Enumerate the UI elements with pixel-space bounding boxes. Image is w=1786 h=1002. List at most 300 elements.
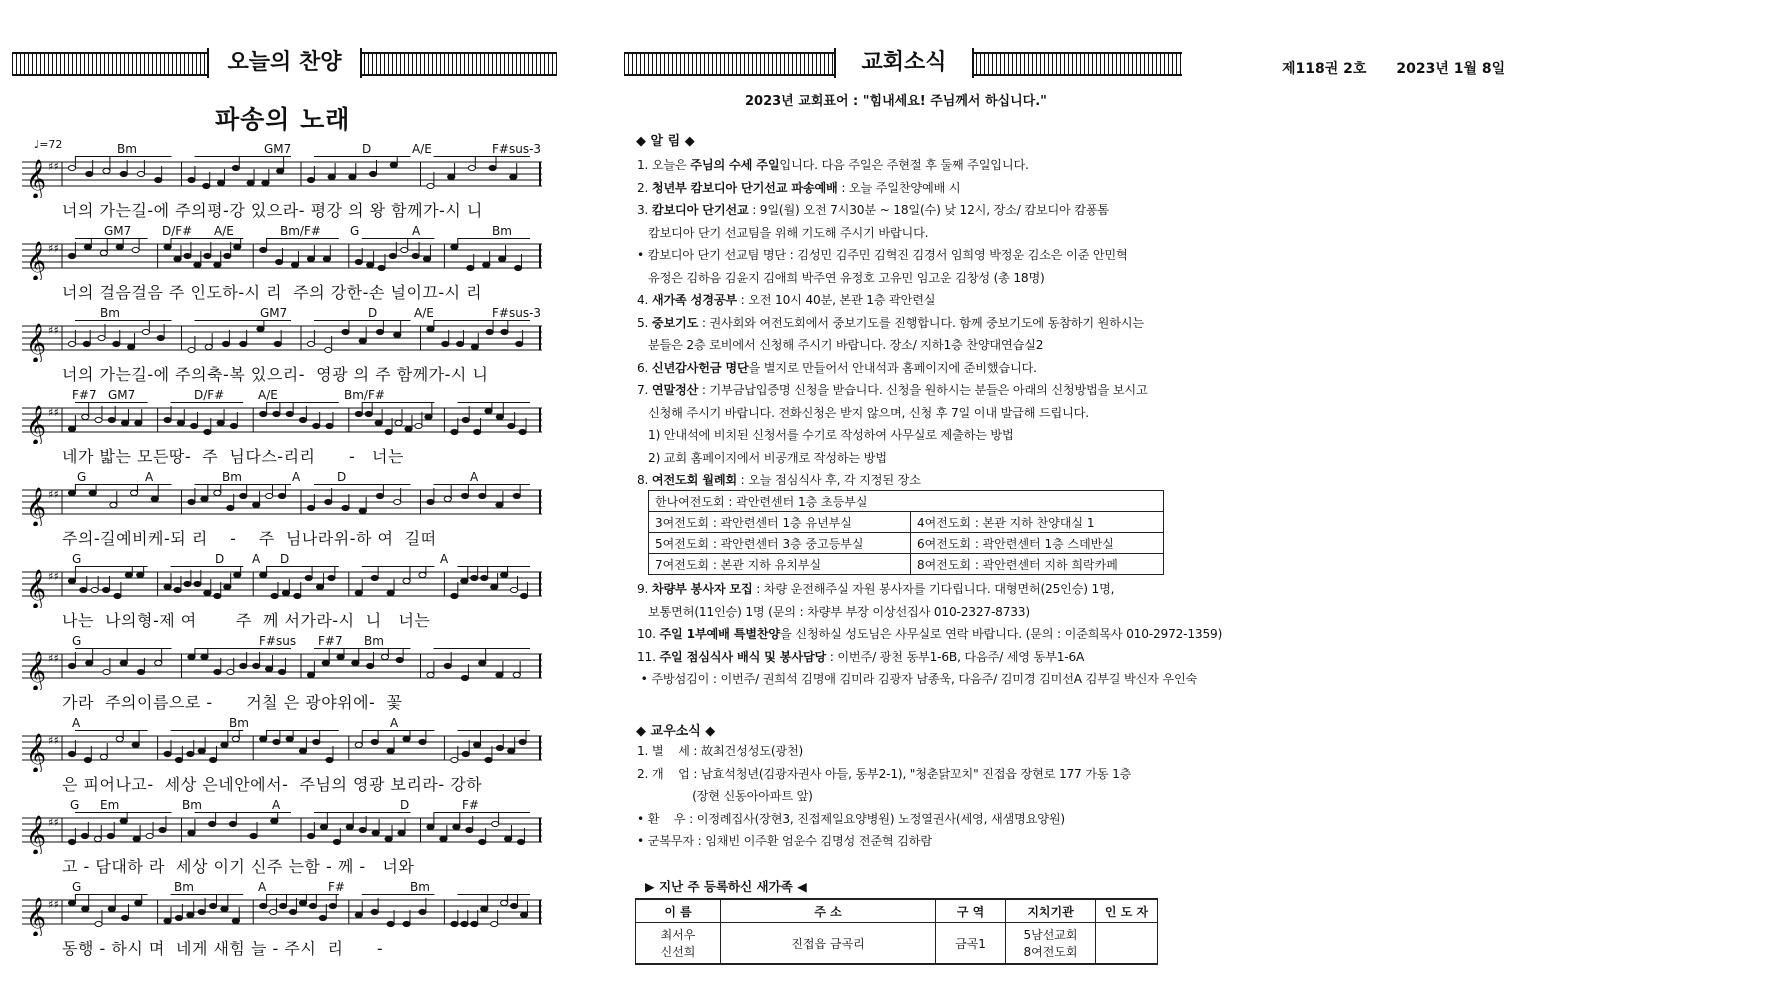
table-row (649, 491, 1164, 512)
new-members-table (635, 898, 1158, 965)
note-head (405, 426, 412, 431)
note-head (191, 423, 198, 428)
note-head (204, 429, 211, 434)
note-head (305, 575, 312, 580)
note-head (164, 584, 171, 589)
table-cell: 진접읍 금곡리 (721, 923, 936, 965)
note-head (68, 839, 75, 844)
notice-text: : 기부금납입증명 신청을 받습니다. 신청을 원하시는 분들은 아래의 신청방법을 보시고 (698, 383, 1148, 397)
chord-label: Bm (229, 716, 249, 730)
note-head (385, 836, 392, 841)
table-cell: 3여전도회 : 곽안련센터 1층 유년부실 (649, 512, 911, 533)
note-head (326, 423, 333, 428)
note-head (157, 335, 164, 340)
note-head (146, 833, 153, 838)
church-motto: 2023년 교회표어 : "힘내세요! 주님께서 하십니다." (745, 94, 1047, 109)
note-head (103, 669, 110, 674)
table-cell: 6여전도회 : 곽안련센터 1층 스데반실 (911, 533, 1164, 554)
note-head (103, 168, 110, 173)
note-head (113, 341, 120, 346)
note-head (415, 423, 422, 428)
note-head (328, 174, 335, 179)
note-head (68, 490, 75, 495)
chord-label: Bm (364, 634, 384, 648)
note-head (205, 344, 212, 349)
lyric-line: 너의 가는길-에 주의평-강 있으라- 평강 의 왕 함께가-시 니 (62, 201, 483, 220)
staff (22, 648, 544, 690)
chord-label: A (72, 716, 81, 730)
hymn-section-header (12, 48, 557, 78)
notice-text: 분들은 2층 로비에서 신청해 주시기 바랍니다. 장소/ 지하1층 찬양대연습실2 (637, 338, 1044, 352)
note-head (277, 168, 284, 173)
note-head (121, 420, 128, 425)
chord-label: GM7 (264, 142, 292, 156)
note-head (342, 505, 349, 510)
treble-clef: 𝄞 (26, 405, 47, 444)
note-head (276, 259, 283, 264)
key-signature: ♯♯ (48, 898, 59, 911)
key-signature: ♯♯ (48, 816, 59, 829)
note-head (451, 593, 458, 598)
note-head (355, 259, 362, 264)
note-head (184, 581, 191, 586)
note-head (240, 493, 247, 498)
note-head (68, 253, 75, 258)
music-system (22, 142, 544, 222)
note-head (131, 490, 138, 495)
music-system (22, 306, 544, 386)
notice-emphasis: 차량부 봉사자 모집 (651, 582, 753, 596)
chord-label: D (280, 552, 290, 566)
chord-label: D (362, 142, 372, 156)
note-head (510, 174, 517, 179)
note-head (355, 411, 362, 416)
note-head (501, 572, 508, 577)
staff (22, 484, 544, 526)
note-head (137, 669, 144, 674)
note-head (453, 824, 460, 829)
note-head (427, 326, 434, 331)
table-cell: 7여전도회 : 본관 지하 유치부실 (649, 554, 911, 575)
notice-line (637, 648, 1084, 665)
key-signature: ♯♯ (48, 160, 59, 173)
note-head (68, 341, 75, 346)
notice-text: : 오늘 점심식사 후, 각 지정된 장소 (736, 473, 921, 487)
note-head (266, 493, 273, 498)
note-head (481, 906, 488, 911)
note-head (260, 411, 267, 416)
notice-line (637, 471, 921, 488)
chord-label: F#sus (259, 634, 297, 648)
chord-label: D (400, 798, 410, 812)
note-head (508, 423, 515, 428)
chord-label: G (72, 634, 82, 648)
note-head (514, 265, 521, 270)
note-head (68, 663, 75, 668)
lyric-line: 동행 - 하시 며 네게 새힘 늘 - 주시 리 - (62, 939, 384, 958)
note-head (273, 411, 280, 416)
note-head (326, 757, 333, 762)
note-head (159, 827, 166, 832)
note-head (155, 177, 162, 182)
notice-emphasis: 주일 점심식사 배식 및 봉사담당 (659, 649, 827, 664)
note-head (371, 739, 378, 744)
note-head (491, 584, 498, 589)
staff (22, 894, 544, 936)
note-head (367, 663, 374, 668)
column-header: 인 도 자 (1096, 899, 1158, 923)
note-head (209, 903, 216, 908)
note-head (214, 490, 221, 495)
note-head (378, 265, 385, 270)
note-head (155, 660, 162, 665)
note-head (401, 247, 408, 252)
notice-line (637, 765, 1131, 782)
note-head (209, 821, 216, 826)
note-head (352, 660, 359, 665)
note-head (84, 757, 91, 762)
chord-label: F# (328, 880, 345, 894)
notice-text: 3. (637, 203, 652, 217)
notice-text: : 9일(월) 오전 7시30분 ~ 18일(수) 낮 12시, 장소/ 캄보디아 캄퐁톰 (748, 203, 1110, 217)
note-head (250, 833, 257, 838)
chord-label: F# (462, 798, 479, 812)
notice-text: (장현 신동아아파트 앞) (637, 789, 813, 803)
treble-clef: 𝄞 (26, 487, 47, 526)
treble-clef: 𝄞 (26, 651, 47, 690)
key-signature: ♯♯ (48, 734, 59, 747)
lyric-line: 고 - 담대하 라 세상 이기 신주 는함 - 께 - 너와 (62, 857, 415, 876)
note-head (325, 347, 332, 352)
note-head (496, 745, 503, 750)
lyric-line: 너의 걸음걸음 주 인도하-시 리 주의 강한-손 널이끄-시 리 (62, 283, 483, 302)
note-head (240, 663, 247, 668)
staff (22, 566, 544, 608)
table-row (649, 512, 1164, 533)
note-head (307, 672, 314, 677)
note-head (232, 736, 239, 741)
note-head (289, 909, 296, 914)
note-head (204, 253, 211, 258)
note-head (520, 912, 527, 917)
note-head (376, 329, 383, 334)
table-cell: 최서우 신선희 (636, 923, 721, 965)
note-head (372, 830, 379, 835)
note-head (486, 329, 493, 334)
chord-label: Bm (174, 880, 194, 894)
note-head (419, 739, 426, 744)
note-head (260, 572, 267, 577)
note-head (471, 575, 478, 580)
note-head (451, 244, 458, 249)
note-head (132, 247, 139, 252)
note-head (365, 411, 372, 416)
note-head (371, 575, 378, 580)
note-head (483, 262, 490, 267)
note-head (385, 429, 392, 434)
note-head (116, 244, 123, 249)
key-signature: ♯♯ (48, 324, 59, 337)
chord-label: A (412, 224, 421, 238)
notice-text: 1. 오늘은 (637, 158, 691, 172)
staff (22, 402, 544, 444)
note-head (471, 921, 478, 926)
note-head (217, 420, 224, 425)
lyric-line: 가라 주의이름으로 - 거칠 은 광야위에- 꽃 (62, 693, 403, 712)
note-head (188, 830, 195, 835)
notice-line (637, 580, 1114, 597)
note-head (68, 751, 75, 756)
note-head (423, 256, 430, 261)
music-system (22, 880, 544, 960)
chord-label: D/F# (194, 388, 225, 402)
column-header: 지치기관 (1006, 899, 1096, 923)
notice-text: • 군복무자 : 임채빈 이주환 엄운수 김명성 전준혁 김하람 (637, 834, 932, 848)
notice-text: 6. (637, 360, 652, 375)
note-head (83, 341, 90, 346)
note-head (198, 909, 205, 914)
note-head (307, 833, 314, 838)
note-head (419, 572, 426, 577)
note-head (188, 654, 195, 659)
note-head (260, 247, 267, 252)
notice-text: • 주방섬김이 : 이번주/ 권희석 김명애 김미라 김광자 남종욱, 다음주/ 김미경 김미선A 김부길 박신자 우인숙 (637, 672, 1198, 686)
note-head (359, 508, 366, 513)
note-head (346, 824, 353, 829)
notice-text: 보통면허(11인승) 1명 (문의 : 차량부 부장 이상선집사 010-2327-8733) (637, 604, 1030, 619)
note-head (519, 739, 526, 744)
notice-text: • 캄보디아 단기 선교팀 명단 : 김성민 김주민 김혁진 김경서 임희영 박정운 김소은 이준 안민혁 (637, 248, 1128, 262)
note-head (349, 174, 356, 179)
note-head (359, 827, 366, 832)
chord-label: D (215, 552, 225, 566)
note-head (278, 669, 285, 674)
note-head (489, 165, 496, 170)
note-head (84, 244, 91, 249)
notice-line (637, 381, 1148, 398)
note-head (320, 824, 327, 829)
notice-text: 2) 교회 홈페이지에서 비공개로 작성하는 방법 (637, 450, 887, 465)
note-head (133, 836, 140, 841)
staff (22, 156, 544, 198)
notice-text: : 권사회와 여전도회에서 중보기도를 진행합니다. 함께 중보기도에 동참하기 원하시는 (698, 315, 1144, 330)
note-head (461, 493, 468, 498)
chord-label: Bm (410, 880, 430, 894)
notices-heading: ◆ 알 림 ◆ (636, 134, 695, 149)
notice-emphasis: 청년부 캄보디아 단기선교 파송예배 (651, 180, 838, 195)
note-head (217, 180, 224, 185)
key-signature: ♯♯ (48, 570, 59, 583)
note-head (479, 839, 486, 844)
note-head (68, 578, 75, 583)
treble-clef: 𝄞 (26, 897, 47, 936)
key-signature: ♯♯ (48, 406, 59, 419)
note-head (440, 836, 447, 841)
note-head (240, 341, 247, 346)
notice-text: 2. 개 업 : 남효석청년(김광자권사 아들, 동부2-1), "청춘닭꼬치" 진접읍 장현로 177 가동 1층 (637, 766, 1132, 781)
new-members-title: ▶ 지난 주 등록하신 새가족 ◀ (645, 879, 807, 894)
notice-text: 1. 별 세 : 故최건성성도(광천) (637, 744, 804, 758)
chord-label: F#sus-3 (492, 142, 542, 156)
note-head (496, 672, 503, 677)
notice-text: 10. (637, 627, 660, 641)
note-head (516, 341, 523, 346)
note-head (120, 660, 127, 665)
note-head (89, 490, 96, 495)
note-head (337, 654, 344, 659)
note-head (94, 836, 101, 841)
note-head (396, 657, 403, 662)
note-head (444, 496, 451, 501)
note-head (135, 900, 142, 905)
treble-clef: 𝄞 (26, 733, 47, 772)
chord-label: G (350, 224, 360, 238)
note-head (370, 171, 377, 176)
note-head (114, 593, 121, 598)
note-head (121, 915, 128, 920)
chord-label: A (252, 552, 261, 566)
news-section-title: 교회소식 (834, 48, 974, 78)
chord-label: A (292, 470, 301, 484)
note-head (474, 429, 481, 434)
note-head (501, 329, 508, 334)
notice-text: 입니다. 다음 주일은 주현절 후 둘째 주일입니다. (779, 158, 1029, 172)
music-system (22, 470, 544, 550)
issue-volume: 제118권 2호 (1282, 61, 1367, 77)
lyric-line: 네가 밟는 모든땅- 주 님다스-리리 - 너는 (62, 447, 404, 466)
note-head (491, 921, 498, 926)
womens-group-table (648, 490, 1164, 575)
chord-label: Bm (222, 470, 242, 484)
news-section-header (624, 48, 1182, 78)
note-head (323, 256, 330, 261)
music-system (22, 388, 544, 468)
note-head (389, 253, 396, 258)
note-head (403, 578, 410, 583)
notice-text: 유정은 김하음 김윤지 김애희 박주연 유정호 고유민 임고운 김창성 (총 18명) (637, 270, 1045, 285)
note-head (271, 593, 278, 598)
notice-emphasis: 캄보디아 단기선교 (651, 203, 749, 217)
note-head (496, 502, 503, 507)
note-head (427, 183, 434, 188)
notice-line (637, 670, 1197, 687)
note-head (479, 493, 486, 498)
note-head (174, 587, 181, 592)
note-head (188, 499, 195, 504)
notice-line (637, 224, 928, 241)
chord-label: F#7 (72, 388, 97, 402)
note-head (375, 420, 382, 425)
notice-text: 1) 안내석에 비치된 신청서를 수기로 작성하여 사무실로 제출하는 방법 (637, 428, 1014, 442)
notice-line (637, 742, 803, 759)
note-head (214, 669, 221, 674)
note-head (227, 505, 234, 510)
notice-line (637, 603, 1030, 620)
note-head (234, 244, 241, 249)
chord-label: Bm (182, 798, 202, 812)
chord-label: GM7 (108, 388, 136, 402)
note-head (151, 496, 158, 501)
notice-emphasis: 여전도회 월례회 (651, 473, 737, 487)
note-head (387, 748, 394, 753)
staff (22, 730, 544, 772)
chord-label: F#sus-3 (492, 306, 542, 320)
note-head (86, 171, 93, 176)
note-head (221, 742, 228, 747)
table-row (649, 554, 1164, 575)
note-head (214, 593, 221, 598)
note-head (519, 429, 526, 434)
note-head (462, 751, 469, 756)
treble-clef: 𝄞 (26, 569, 47, 608)
note-head (461, 675, 468, 680)
chord-label: A (440, 552, 449, 566)
staff (22, 812, 544, 854)
note-head (412, 253, 419, 258)
note-head (253, 663, 260, 668)
note-head (403, 736, 410, 741)
note-head (174, 256, 181, 261)
notice-text: : 이번주/ 광천 동부1-6B, 다음주/ 세영 동부1-6A (826, 649, 1085, 664)
note-head (395, 420, 402, 425)
treble-clef: 𝄞 (26, 241, 47, 280)
note-head (120, 818, 127, 823)
column-header: 구 역 (936, 899, 1006, 923)
notice-text: 4. (637, 293, 652, 307)
table-cell: 5남선교회 8여전도회 (1006, 923, 1096, 965)
note-head (313, 423, 320, 428)
chord-label: F#7 (318, 634, 343, 648)
note-head (266, 666, 273, 671)
notice-text: : 오늘 주일찬양예배 시 (837, 180, 961, 195)
note-head (224, 253, 231, 258)
note-head (325, 499, 332, 504)
chord-label: Bm (492, 224, 512, 238)
note-head (194, 581, 201, 586)
treble-clef: 𝄞 (26, 323, 47, 362)
note-head (203, 183, 210, 188)
chord-label: A (272, 798, 281, 812)
note-head (461, 921, 468, 926)
note-head (381, 654, 388, 659)
chord-label: Bm/F# (280, 224, 321, 238)
note-head (278, 493, 285, 498)
note-head (511, 903, 518, 908)
note-head (229, 821, 236, 826)
key-signature: ♯♯ (48, 242, 59, 255)
notice-text: 7. (637, 383, 652, 397)
table-cell: 8여전도회 : 곽안련센터 지하 희락카페 (911, 554, 1164, 575)
note-head (299, 417, 306, 422)
note-head (188, 347, 195, 352)
note-head (142, 329, 149, 334)
note-head (307, 256, 314, 261)
note-head (419, 909, 426, 914)
note-head (82, 906, 89, 911)
note-head (82, 414, 89, 419)
table-cell: 금곡1 (936, 923, 1006, 965)
note-head (100, 250, 107, 255)
key-signature: ♯♯ (48, 488, 59, 501)
note-head (485, 408, 492, 413)
notice-line (637, 625, 1222, 642)
note-head (95, 417, 102, 422)
notice-line (637, 449, 887, 466)
notice-text: 캄보디아 단기 선교팀을 위해 기도해 주시기 바랍니다. (637, 225, 929, 240)
note-head (462, 417, 469, 422)
note-head (309, 903, 316, 908)
note-head (390, 162, 397, 167)
